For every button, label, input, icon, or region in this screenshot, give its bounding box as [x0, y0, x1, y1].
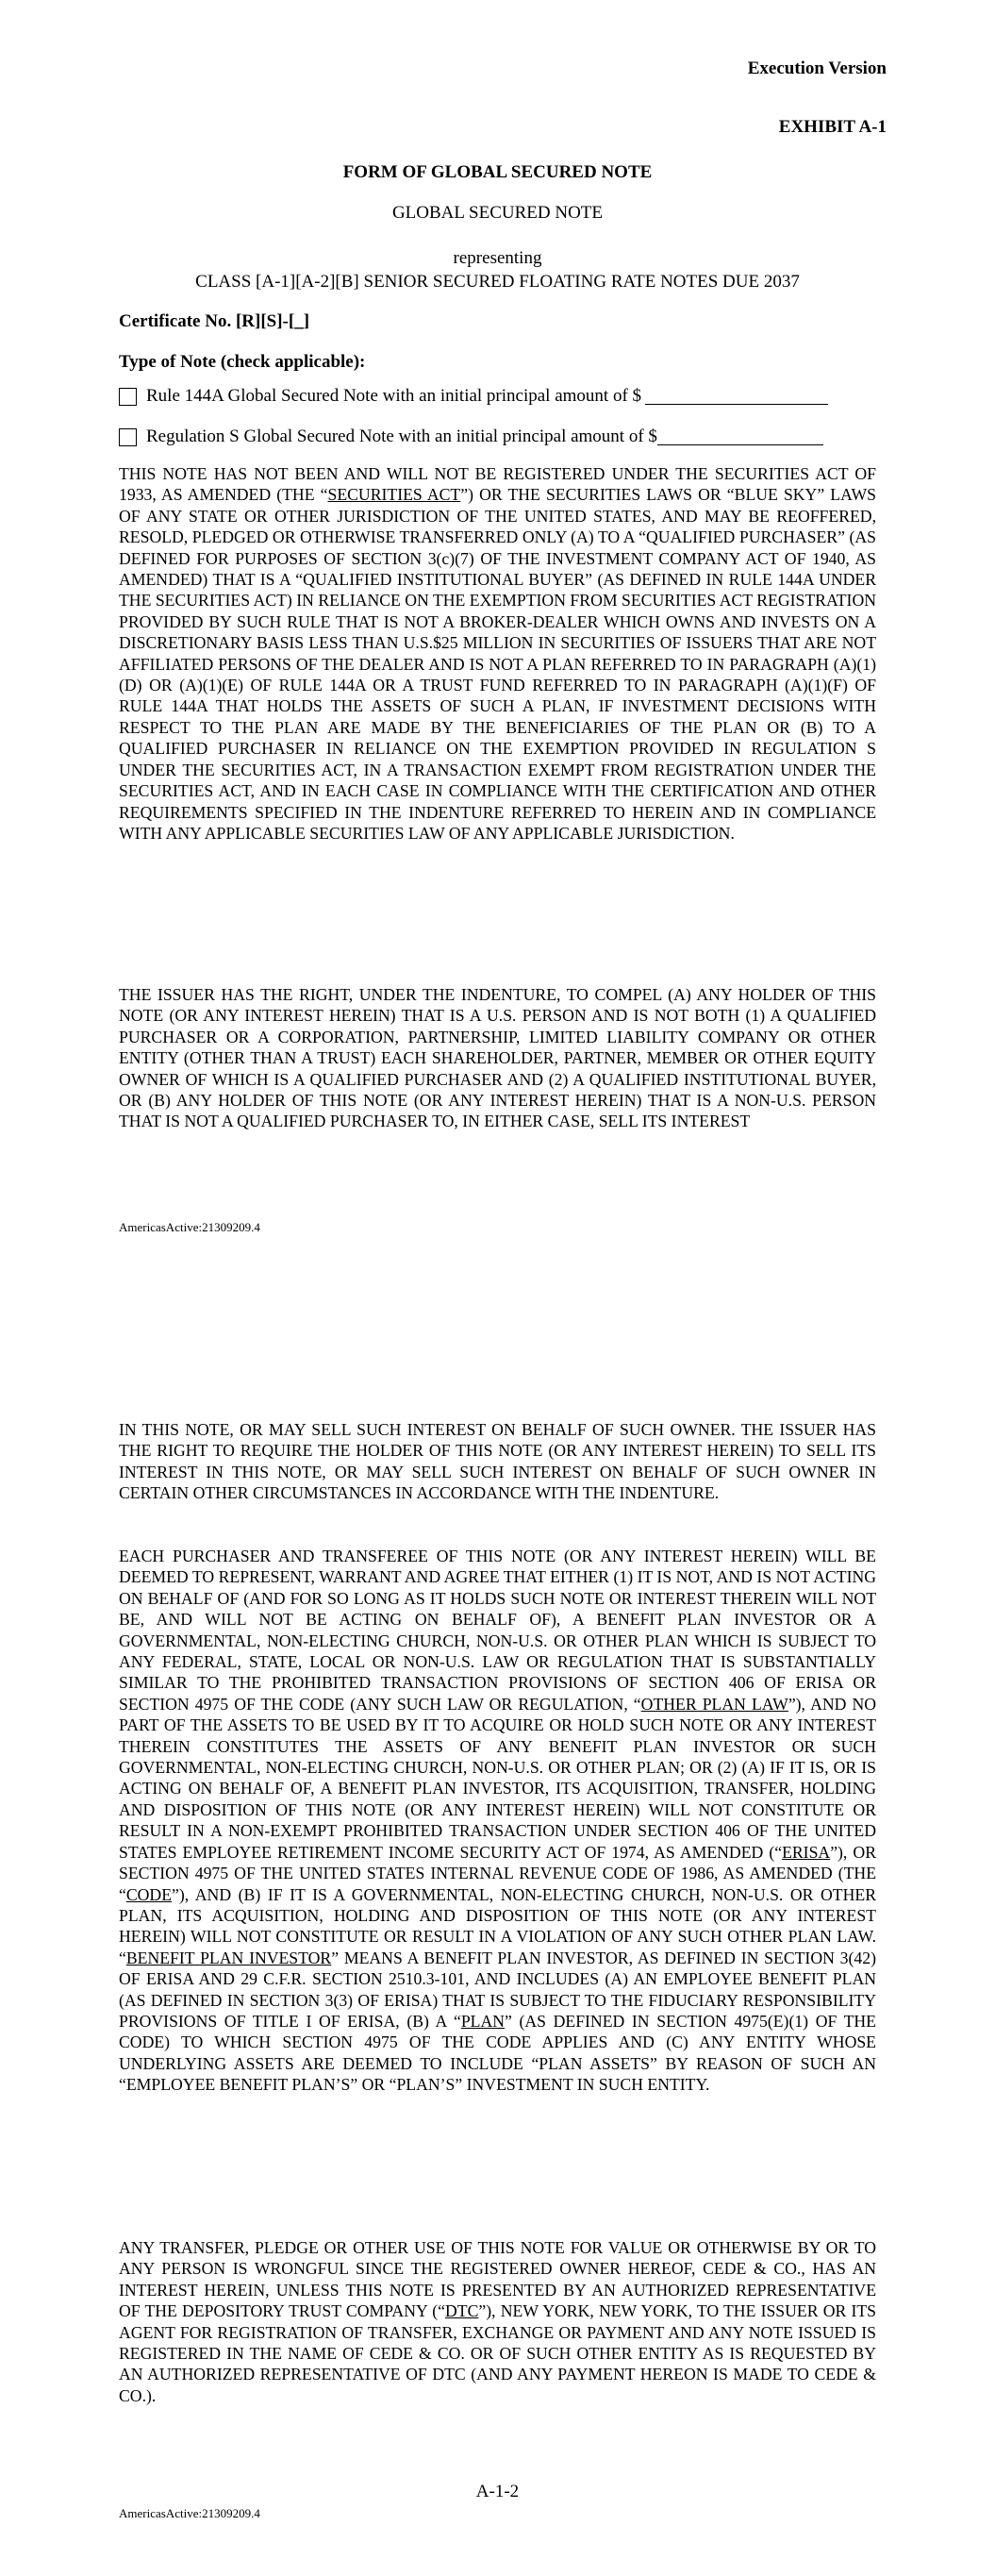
form-title: FORM OF GLOBAL SECURED NOTE — [342, 162, 653, 182]
rule144a-option[interactable] — [119, 386, 828, 407]
document-id-footer-bottom: AmericasActive:21309209.4 — [119, 2506, 260, 2520]
legend-p4-text-e: ” MEANS A BENEFIT PLAN INVESTOR, AS DEFINED IN SECTION 3(42) OF ERISA AND 29 C.F.R. SECTION 2510.3-101, AND INCLUDES (A) AN EMPLOYEE BENEFIT PLAN (AS DEFINED IN SECTION 3(3) OF ERISA) THAT IS SUBJECT TO THE FIDUCIARY RESPONSIBILITY PROVISIONS OF TITLE I OF ERISA, (B) A “ — [119, 1948, 876, 2031]
page-number: A-1-2 — [475, 2482, 520, 2501]
defined-term-dtc: DTC — [445, 2301, 479, 2321]
legend-p5-text-a: ANY TRANSFER, PLEDGE OR OTHER USE OF THIS NOTE FOR VALUE OR OTHERWISE BY OR TO ANY PERSON IS WRONGFUL SINCE THE REGISTERED OWNER HEREOF, CEDE & CO., HAS AN INTEREST HEREIN, UNLESS THIS NOTE IS PRESENTED BY AN AUTHORIZED REPRESENTATIVE OF THE DEPOSITORY TRUST COMPANY (“ — [119, 2238, 876, 2321]
issuer-rights-legend-continued: IN THIS NOTE, OR MAY SELL SUCH INTEREST ON BEHALF OF SUCH OWNER. THE ISSUER HAS THE RIGHT TO REQUIRE THE HOLDER OF THIS NOTE (OR ANY INTEREST HEREIN) TO SELL ITS INTEREST IN THIS NOTE, OR MAY SELL SUCH INTEREST ON BEHALF OF SUCH OWNER IN CERTAIN OTHER CIRCUMSTANCES IN ACCORDANCE WITH THE INDENTURE. — [119, 1420, 876, 1503]
legend-p4-text-d: ”), AND (B) IF IT IS A GOVERNMENTAL, NON-ELECTING CHURCH, NON-U.S. OR OTHER PLAN, ITS ACQUISITION, HOLDING AND DISPOSITION OF THIS NOTE (OR ANY INTEREST HEREIN) WILL NOT CONSTITUTE OR RESULT IN A VIOLATION OF ANY SUCH OTHER PLAN LAW. “ — [119, 1884, 876, 1967]
regs-label: Regulation S Global Secured Note with an initial principal amount of $ — [146, 427, 657, 446]
regs-option[interactable] — [119, 427, 823, 447]
legend-p4-text-b: ”), AND NO PART OF THE ASSETS TO BE USED BY IT TO ACQUIRE OR HOLD SUCH NOTE OR ANY INTEREST THEREIN CONSTITUTES THE ASSETS OF ANY BENEFIT PLAN INVESTOR OR SUCH GOVERNMENTAL, NON-ELECTING CHURCH, NON-U.S. OR OTHER PLAN; OR (2) (A) IF IT IS, OR IS ACTING ON BEHALF OF, A BENEFIT PLAN INVESTOR, ITS ACQUISITION, TRANSFER, HOLDING AND DISPOSITION OF THIS NOTE (OR ANY INTEREST HEREIN) WILL NOT CONSTITUTE OR RESULT IN A NON-EXEMPT PROHIBITED TRANSACTION UNDER SECTION 406 OF THE UNITED STATES EMPLOYEE RETIREMENT INCOME SECURITY ACT OF 1974, AS AMENDED (“ — [119, 1694, 876, 1862]
erisa-legend — [119, 1546, 876, 2096]
representing-label: representing — [453, 248, 542, 268]
defined-term-erisa: ERISA — [782, 1842, 831, 1862]
legend-p1-text-a: THIS NOTE HAS NOT BEEN AND WILL NOT BE REGISTERED UNDER THE SECURITIES ACT OF 1933, AS AMENDED (THE “ — [119, 464, 876, 505]
rule144a-amount-blank[interactable] — [645, 388, 828, 405]
defined-term-code: CODE — [125, 1884, 173, 1904]
issuer-rights-legend: THE ISSUER HAS THE RIGHT, UNDER THE INDENTURE, TO COMPEL (A) ANY HOLDER OF THIS NOTE (OR ANY INTEREST HEREIN) THAT IS A U.S. PERSON AND IS NOT BOTH (1) A QUALIFIED PURCHASER OR A CORPORATION, PARTNERSHIP, LIMITED LIABILITY COMPANY OR OTHER ENTITY (OTHER THAN A TRUST) EACH SHAREHOLDER, PARTNER, MEMBER OR OTHER EQUITY OWNER OF WHICH IS A QUALIFIED PURCHASER AND (2) A QUALIFIED INSTITUTIONAL BUYER, OR (B) ANY HOLDER OF THIS NOTE (OR ANY INTEREST HEREIN) THAT IS A NON-U.S. PERSON THAT IS NOT A QUALIFIED PURCHASER TO, IN EITHER CASE, SELL ITS INTEREST — [119, 985, 876, 1131]
class-label: CLASS [A-1][A-2][B] SENIOR SECURED FLOATING RATE NOTES DUE 2037 — [195, 272, 800, 292]
defined-term-securities-act: SECURITIES ACT — [327, 485, 461, 505]
legend-p4-text-c: ”), OR SECTION 4975 OF THE UNITED STATES INTERNAL REVENUE CODE OF 1986, AS AMENDED (THE “ — [119, 1842, 876, 1904]
defined-term-plan: PLAN — [460, 2011, 506, 2031]
legend-p4-text-a: EACH PURCHASER AND TRANSFEREE OF THIS NOTE (OR ANY INTEREST HEREIN) WILL BE DEEMED TO REPRESENT, WARRANT AND AGREE THAT EITHER (1) IT IS NOT, AND IS NOT ACTING ON BEHALF OF (AND FOR SO LONG AS IT HOLDS SUCH NOTE OR INTEREST THEREIN WILL NOT BE, AND WILL NOT BE ACTING ON BEHALF OF), A BENEFIT PLAN INVESTOR OR A GOVERNMENTAL, NON-ELECTING CHURCH, NON-U.S. OR OTHER PLAN WHICH IS SUBJECT TO ANY FEDERAL, STATE, LOCAL OR NON-U.S. LAW OR REGULATION THAT IS SUBSTANTIALLY SIMILAR TO THE PROHIBITED TRANSACTION PROVISIONS OF SECTION 406 OF ERISA OR SECTION 4975 OF THE CODE (ANY SUCH LAW OR REGULATION, “ — [119, 1547, 876, 1714]
global-note-title: GLOBAL SECURED NOTE — [391, 203, 604, 223]
rule144a-checkbox[interactable] — [119, 388, 137, 406]
defined-term-benefit-plan-investor: BENEFIT PLAN INVESTOR — [125, 1948, 332, 1967]
legend-p5-text-b: ”), NEW YORK, NEW YORK, TO THE ISSUER OR ITS AGENT FOR REGISTRATION OF TRANSFER, EXCHANGE OR PAYMENT AND ANY NOTE ISSUED IS REGISTERED IN THE NAME OF CEDE & CO. OR OF SUCH OTHER ENTITY AS IS REQUESTED BY AN AUTHORIZED REPRESENTATIVE OF DTC (AND ANY PAYMENT HEREON IS MADE TO CEDE & CO.). — [119, 2301, 876, 2405]
exhibit-label: EXHIBIT A-1 — [778, 117, 887, 137]
regs-amount-blank[interactable] — [657, 428, 823, 445]
legend-p4-text-f: ” (AS DEFINED IN SECTION 4975(E)(1) OF THE CODE) TO WHICH SECTION 4975 OF THE CODE APPLIES AND (C) ANY ENTITY WHOSE UNDERLYING ASSETS ARE DEEMED TO INCLUDE “PLAN ASSETS” BY REASON OF SUCH AN “EMPLOYEE BENEFIT PLAN’S” OR “PLAN’S” INVESTMENT IN SUCH ENTITY. — [119, 2011, 876, 2095]
securities-act-legend — [119, 463, 876, 844]
legend-p1-text-b: ”) OR THE SECURITIES LAWS OR “BLUE SKY” LAWS OF ANY STATE OR OTHER JURISDICTION OF THE UNITED STATES, AND MAY BE REOFFERED, RESOLD, PLEDGED OR OTHERWISE TRANSFERRED ONLY (A) TO A “QUALIFIED PURCHASER” (AS DEFINED FOR PURPOSES OF SECTION 3(c)(7) OF THE INVESTMENT COMPANY ACT OF 1940, AS AMENDED) THAT IS A “QUALIFIED INSTITUTIONAL BUYER” (AS DEFINED IN RULE 144A UNDER THE SECURITIES ACT) IN RELIANCE ON THE EXEMPTION FROM SECURITIES ACT REGISTRATION PROVIDED BY SUCH RULE THAT IS NOT A BROKER-DEALER WHICH OWNS AND INVESTS ON A DISCRETIONARY BASIS LESS THAN U.S.$25 MILLION IN SECURITIES OF ISSUERS THAT ARE NOT AFFILIATED PERSONS OF THE DEALER AND IS NOT A PLAN REFERRED TO IN PARAGRAPH (A)(1)(D) OR (A)(1)(E) OF RULE 144A OR A TRUST FUND REFERRED TO IN PARAGRAPH (A)(1)(F) OF RULE 144A THAT HOLDS THE ASSETS OF SUCH A PLAN, IF INVESTMENT DECISIONS WITH RESPECT TO THE PLAN ARE MADE BY THE BENEFICIARIES OF THE PLAN OR (B) TO A QUALIFIED PURCHASER IN RELIANCE ON THE EXEMPTION PROVIDED IN REGULATION S UNDER THE SECURITIES ACT, IN A TRANSACTION EXEMPT FROM REGISTRATION UNDER THE SECURITIES ACT, AND IN EACH CASE IN COMPLIANCE WITH THE CERTIFICATION AND OTHER REQUIREMENTS SPECIFIED IN THE INDENTURE REFERRED TO HEREIN AND IN COMPLIANCE WITH ANY APPLICABLE SECURITIES LAW OF ANY APPLICABLE JURISDICTION. — [119, 485, 876, 843]
defined-term-other-plan-law: OTHER PLAN LAW — [640, 1694, 788, 1714]
type-of-note-heading: Type of Note (check applicable): — [119, 352, 366, 372]
document-id-footer: AmericasActive:21309209.4 — [119, 1220, 260, 1234]
class-description — [0, 246, 995, 293]
certificate-number: Certificate No. [R][S]-[_] — [119, 311, 310, 331]
rule144a-label: Rule 144A Global Secured Note with an initial principal amount of $ — [146, 386, 642, 406]
dtc-legend — [119, 2237, 876, 2406]
execution-version-label: Execution Version — [747, 59, 887, 78]
regs-checkbox[interactable] — [119, 428, 137, 446]
